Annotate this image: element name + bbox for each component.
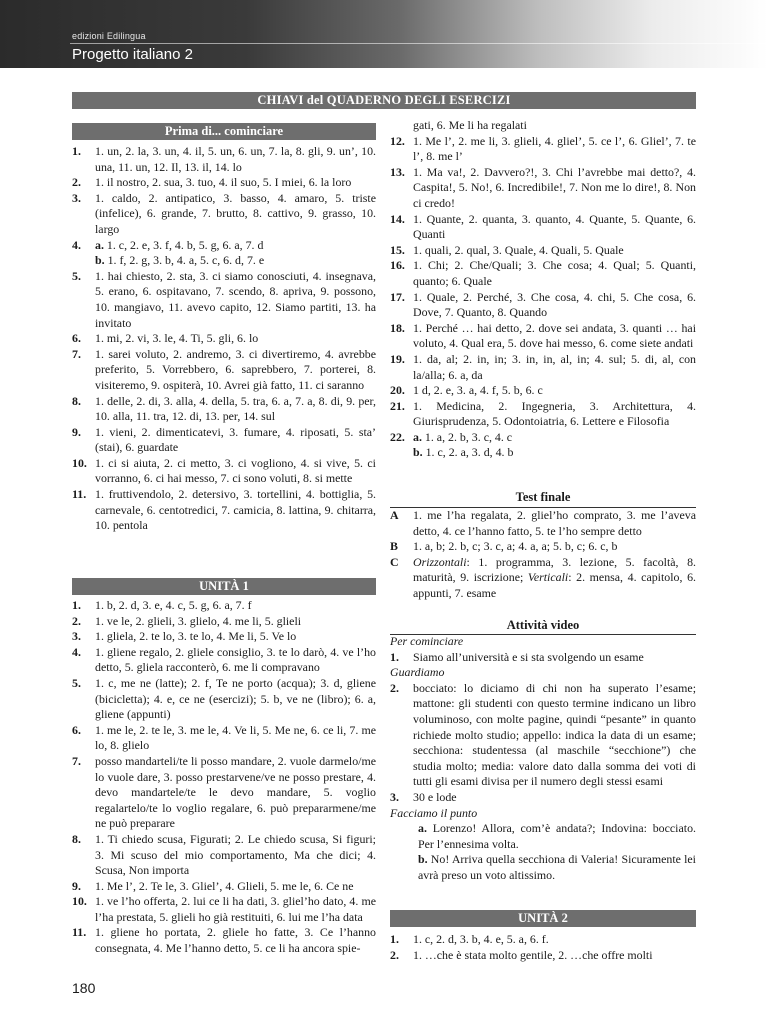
unita2-title: UNITÀ 2 (390, 910, 696, 927)
list-item: 8. 1. delle, 2. di, 3. alla, 4. della, 5. tra, 6. a, 7. a, 8. di, 9. per, 10. alla, 11. tra, 12. di, 13. per, 14. sul (72, 393, 376, 424)
list-item-cont: gati, 6. Me li ha regalati (413, 118, 527, 132)
right-list (390, 118, 696, 461)
main-title: CHIAVI del QUADERNO DEGLI ESERCIZI (72, 92, 696, 109)
section-label: Facciamo il punto (390, 805, 478, 820)
list-item: C Orizzontali: 1. programma, 3. lezione, 5. facoltà, 8. maturità, 9. iscrizione; Verticali: 2. mensa, 4. capitolo, 6. appunti, 7. esame (390, 554, 696, 600)
list-item: 2. 1. il nostro, 2. sua, 3. tuo, 4. il suo, 5. I miei, 6. la loro (72, 175, 352, 190)
section-label: Per cominciare (390, 634, 464, 648)
list-item: 3. 1. gliela, 2. te lo, 3. te lo, 4. Me li, 5. Ve lo (72, 629, 297, 644)
test-list (390, 508, 696, 602)
list-item: 18. 1. Perché … hai detto, 2. dove sei andata, 3. quanti … hai voluto, 4. Qual era, 5. dove hai messo, 6. come siete andati (390, 320, 696, 351)
section-label: Guardiamo (390, 665, 445, 680)
prima-title: Prima di... cominciare (72, 123, 376, 140)
prima-list (72, 144, 376, 534)
list-item: 5. 1. c, me ne (latte); 2. f, Te ne porto (acqua); 3. d, gliene (bicicletta); 4. e, ce ne (esercizi); 5. b, ve ne (libro); 6. a, gliene (appunti) (72, 675, 376, 722)
list-item: 7. posso mandarteli/te li posso mandare, 2. vuole darmelo/me lo vuole dare, 3. posso prestarvene/ve ne posso prestare, 4. devo mandartele/te le devo mandare, 5. voglio regalartelo/te lo voglio regalare, 6. può prepararmene/me ne può preparare (72, 753, 376, 831)
list-item: 10. 1. ve l’ho offerta, 2. lui ce li ha dati, 3. gliel’ho dato, 4. me l’ha prestata, 5. glieli ho già restituiti, 6. lui me l’ha data (72, 894, 376, 924)
book-title: Progetto italiano 2 (72, 46, 193, 63)
list-item: b. No! Arriva quella secchiona di Valeria! Sicuramente lei avrà preso un voto altissimo. (418, 852, 696, 882)
left-column (72, 0, 376, 980)
list-item-cont: b. 1. f, 2. g, 3. b, 4. a, 5. c, 6. d, 7. e (95, 253, 265, 268)
list-item: 2. bocciato: lo diciamo di chi non ha superato l’esame; mattone: gli studenti con questo termine indicano un libro voluminoso, con molte pagine, quindi “pesante” in quanto richiede molto studio; appello: indica la data di un esame; secchiona: studentessa (al maschile “secchione”) che studia molto; media: valore dato dalla somma dei voti di tutti gli esami divisa per il numero degli stessi esami (390, 680, 696, 789)
list-item: 15. 1. quali, 2. qual, 3. Quale, 4. Quali, 5. Quale (390, 242, 624, 257)
list-item: 6. 1. mi, 2. vi, 3. le, 4. Ti, 5. gli, 6. lo (72, 331, 259, 346)
publisher-name: edizioni Edilingua (72, 31, 146, 41)
list-item: B 1. a, b; 2. b, c; 3. c, a; 4. a, a; 5. b, c; 6. c, b (390, 539, 618, 554)
list-item: 9. 1. vieni, 2. dimenticatevi, 3. fumare, 4. riposati, 5. sta’ (stai), 6. guardate (72, 424, 376, 455)
list-item: 6. 1. me le, 2. te le, 3. me le, 4. Ve li, 5. Me ne, 6. ce li, 7. me lo, 8. glielo (72, 722, 376, 753)
list-item: 9. 1. Me l’, 2. Te le, 3. Gliel’, 4. Glieli, 5. me le, 6. Ce ne (72, 878, 354, 893)
list-item: 1. 1. un, 2. la, 3. un, 4. il, 5. un, 6. un, 7. la, 8. gli, 9. un’, 10. una, 11. un, 12. Il, 13. il, 14. lo (72, 144, 376, 174)
list-item: A 1. me l’ha regalata, 2. gliel’ho comprato, 3. me l’aveva detto, 4. ce l’hanno fatto, 5. te l’ho sempre detto (390, 508, 696, 538)
list-item-cont: b. 1. c, 2. a, 3. d, 4. b (413, 445, 514, 460)
test-finale-title: Test finale (515, 490, 571, 504)
list-item: a. Lorenzo! Allora, com’è andata?; Indovina: bocciato. Per l’ennesima volta. (418, 821, 696, 851)
list-item: 20. 1 d, 2. e, 3. a, 4. f, 5. b, 6. c (390, 383, 543, 398)
list-item: 14. 1. Quante, 2. quanta, 3. quanto, 4. Quante, 5. Quante, 6. Quanti (390, 211, 696, 242)
list-item: 7. 1. sarei voluto, 2. andremo, 3. ci divertiremo, 4. avrebbe preferito, 5. Vorrebbero, 6. saprebbero, 7. porterei, 8. visiteremo, 9. ospiterà, 10. Avrei già fatto, 11. ci saranno (72, 346, 376, 392)
unita2-list (390, 932, 696, 963)
list-item: 3. 1. caldo, 2. antipatico, 3. basso, 4. amaro, 5. triste (infelice), 6. grande, 7. brutto, 8. cattivo, 9. grasso, 10. largo (72, 190, 376, 236)
list-item: 5. 1. hai chiesto, 2. sta, 3. ci siamo conosciuti, 4. insegnava, 5. erano, 6. ospitavano, 7. scendo, 8. apriva, 9. possono, 10. mangiavo, 11. avevo capito, 12. Siamo partiti, 13. ha invitato (72, 268, 376, 330)
list-item: 17. 1. Quale, 2. Perché, 3. Che cosa, 4. chi, 5. Che cosa, 6. Dove, 7. Quanto, 8. Quando (390, 289, 696, 320)
list-item: 19. 1. da, al; 2. in, in; 3. in, in, al, in; 4. sul; 5. di, al, con la/alla; 6. a, da (390, 351, 696, 382)
unita1-list (72, 598, 376, 957)
list-item: 4. 1. gliene regalo, 2. gliele consiglio, 3. te lo darò, 4. ve l’ho detto, 5. gliela racconterò, 6. me li compravano (72, 644, 376, 675)
list-item: 8. 1. Ti chiedo scusa, Figurati; 2. Le chiedo scusa, Si figuri; 3. Mi scuso del mio comportamento, Ma che dici; 4. Scusa, Non importa (72, 831, 376, 878)
list-item: 4. a. 1. c, 2. e, 3. f, 4. b, 5. g, 6. a, 7. d (72, 237, 264, 252)
list-item: 1. 1. b, 2. d, 3. e, 4. c, 5. g, 6. a, 7. f (72, 598, 252, 612)
list-item: 12. 1. Me l’, 2. me li, 3. glieli, 4. gliel’, 5. ce l’, 6. Gliel’, 7. te l’, 8. me l’ (390, 133, 696, 164)
page-number: 180 (72, 980, 96, 996)
list-item: 13. 1. Ma va!, 2. Davvero?!, 3. Chi l’avrebbe mai detto?, 4. Caspita!, 5. No!, 6. Incredibile!, 7. Non me lo dire!, 8. Non ci credo! (390, 164, 696, 210)
unita1-title: UNITÀ 1 (72, 578, 376, 595)
list-item: 1. 1. c, 2. d, 3. b, 4. e, 5. a, 6. f. (390, 932, 549, 946)
list-item: 1. Siamo all’università e si sta svolgendo un esame (390, 649, 644, 664)
list-item: 3. 30 e lode (390, 789, 457, 804)
list-item: 10. 1. ci si aiuta, 2. ci metto, 3. ci vogliono, 4. si vive, 5. ci vorranno, 6. ci hai messo, 7. ci sono voluti, 8. si mette (72, 455, 376, 486)
list-item: 11. 1. gliene ho portata, 2. gliele ho fatte, 3. Ce l’hanno consegnata, 4. Me l’hanno detto, 5. ce li ha ancora spie- (72, 925, 376, 956)
right-column (390, 0, 696, 980)
list-item: 2. 1. …che è stata molto gentile, 2. …che offre molti (390, 947, 653, 962)
list-item: 16. 1. Chi; 2. Che/Quali; 3. Che cosa; 4. Qual; 5. Quanti, quanto; 6. Quale (390, 258, 696, 288)
list-item: 11. 1. fruttivendolo, 2. detersivo, 3. tortellini, 4. bottiglia, 5. carnevale, 6. centotredici, 7. camicia, 8. lattina, 9. chitarra, 10. pentola (72, 487, 376, 533)
list-item: 22. a. 1. a, 2. b, 3. c, 4. c (390, 429, 513, 444)
video-list (390, 634, 696, 884)
attivita-video-title: Attività video (506, 618, 580, 632)
list-item: 21. 1. Medicina, 2. Ingegneria, 3. Architettura, 4. Giurisprudenza, 5. Odontoiatria, 6. Lettere e Filosofia (390, 398, 696, 429)
list-item: 2. 1. ve le, 2. glieli, 3. glielo, 4. me li, 5. glieli (72, 613, 302, 628)
